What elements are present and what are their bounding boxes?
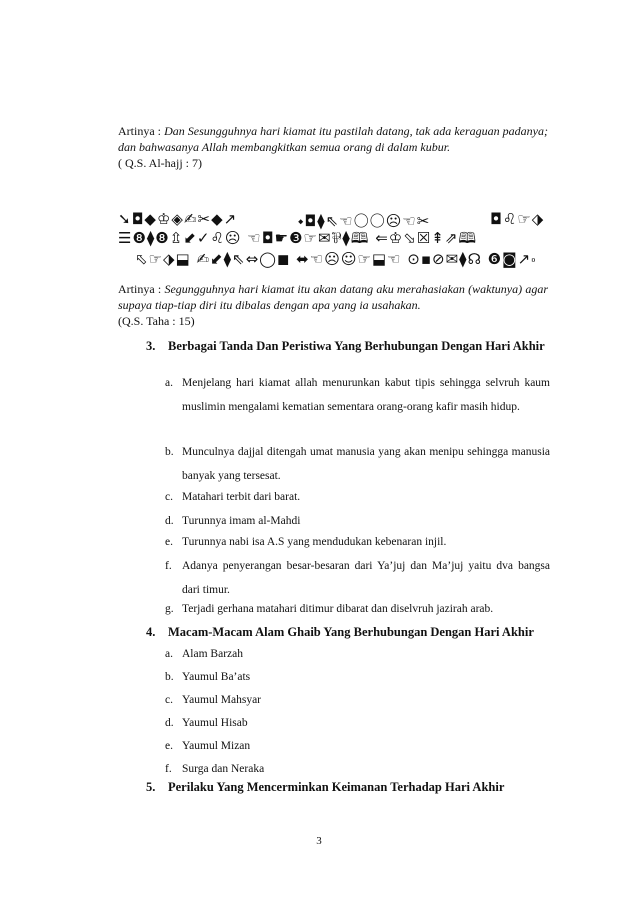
list-item-text: Munculnya dajjal ditengah umat manusia yang akan menipu sehingga manusia banyak yang tersesat. (182, 446, 550, 482)
list-item-text: Yaumul Ba’ats (182, 671, 251, 683)
list-marker: b. (165, 446, 174, 458)
section-heading-4 (146, 620, 550, 644)
section-number: 3. (146, 339, 156, 353)
list-marker: a. (165, 377, 173, 389)
list-item-text: Menjelang hari kiamat allah menurunkan kabut tipis sehingga selvruh kaum muslimin mengalami kematian sementara orang-orang kafir masih hidup. (182, 377, 550, 413)
list-item-text: Adanya penyerangan besar-besaran dari Ya’juj dan Ma’juj yaitu dva bangsa dari timur. (182, 560, 550, 596)
list-item-text: Yaumul Mizan (182, 740, 251, 752)
verse-reference: (Q.S. Taha : 15) (118, 314, 195, 328)
list-marker: d. (165, 717, 174, 729)
list-item-text: Terjadi gerhana matahari ditimur dibarat dan diselvruh jazirah arab. (182, 603, 494, 615)
list-marker: b. (165, 671, 174, 683)
translation-paragraph-1 (118, 123, 548, 171)
list-item-text: Matahari terbit dari barat. (182, 491, 301, 503)
section-number: 4. (146, 625, 156, 639)
section-title: Berbagai Tanda Dan Peristiwa Yang Berhubungan Dengan Hari Akhir (168, 339, 545, 353)
section-number: 5. (146, 780, 156, 794)
list-item-text: Yaumul Mahsyar (182, 694, 262, 706)
translation-paragraph-2 (118, 281, 548, 329)
list-marker: g. (165, 603, 174, 615)
translation-lead: Artinya : (118, 282, 165, 296)
translation-lead: Artinya : (118, 124, 165, 138)
section-title: Macam-Macam Alam Ghaib Yang Berhubungan Dengan Hari Akhir (168, 625, 534, 639)
verse-reference: ( Q.S. Al-hajj : 7) (118, 156, 202, 170)
arabic-verse-line-1a: ➘◘◆♔◈✍✂◆↗ (118, 210, 238, 228)
list-marker: a. (165, 648, 173, 660)
translation-text: Segungguhnya hari kiamat itu akan datang aku merahasiakan (waktunya) agar supaya tiap-tiap diri itu dibalas dengan apa yang ia usahakan. (118, 282, 548, 312)
list-marker: c. (165, 491, 173, 503)
arabic-verse-line-1c: ◘♌☞⬗ (490, 210, 545, 228)
list-marker: e. (165, 740, 173, 752)
arabic-verse-line-1b: ⬩◘⧫⇖☜〇〇☹☜✂ (298, 212, 431, 230)
list-item-text: Turunnya nabi isa A.S yang mendudukan kebenaran injil. (182, 536, 447, 548)
translation-text: Dan Sesungguhnya hari kiamat itu pastilah datang, tak ada keraguan padanya; dan bahwasanya Allah membangkitkan semua orang di dalam kubur. (118, 124, 548, 154)
list-marker: f. (165, 560, 172, 572)
list-item-text: Yaumul Hisab (182, 717, 248, 729)
list-item-text: Surga dan Neraka (182, 763, 265, 775)
page-number: 3 (316, 835, 322, 847)
section-title: Perilaku Yang Mencerminkan Keimanan Terhadap Hari Akhir (168, 780, 505, 794)
list-marker: e. (165, 536, 173, 548)
section-heading-5 (146, 775, 550, 799)
arabic-verse-line-2: ☰❽⧫❽⇫⬋✓♌☹ ☜◘☛❸☞✉⅌⧫🕮 ⇐♔⬂☒⇞⇗🕮 (118, 229, 478, 247)
list-marker: f. (165, 763, 172, 775)
list-item-text: Alam Barzah (182, 648, 243, 660)
list-item-text: Turunnya imam al-Mahdi (182, 515, 301, 527)
arabic-verse-line-3: ⬁☞⬗⬓ ✍⬋⧫⇖⇔◯◼ ⬌☜☹☺☞⬓☜ ⊙▪⊘✉⧫☊ ❻◙↗⬞ (135, 250, 537, 268)
list-marker: d. (165, 515, 174, 527)
list-marker: c. (165, 694, 173, 706)
